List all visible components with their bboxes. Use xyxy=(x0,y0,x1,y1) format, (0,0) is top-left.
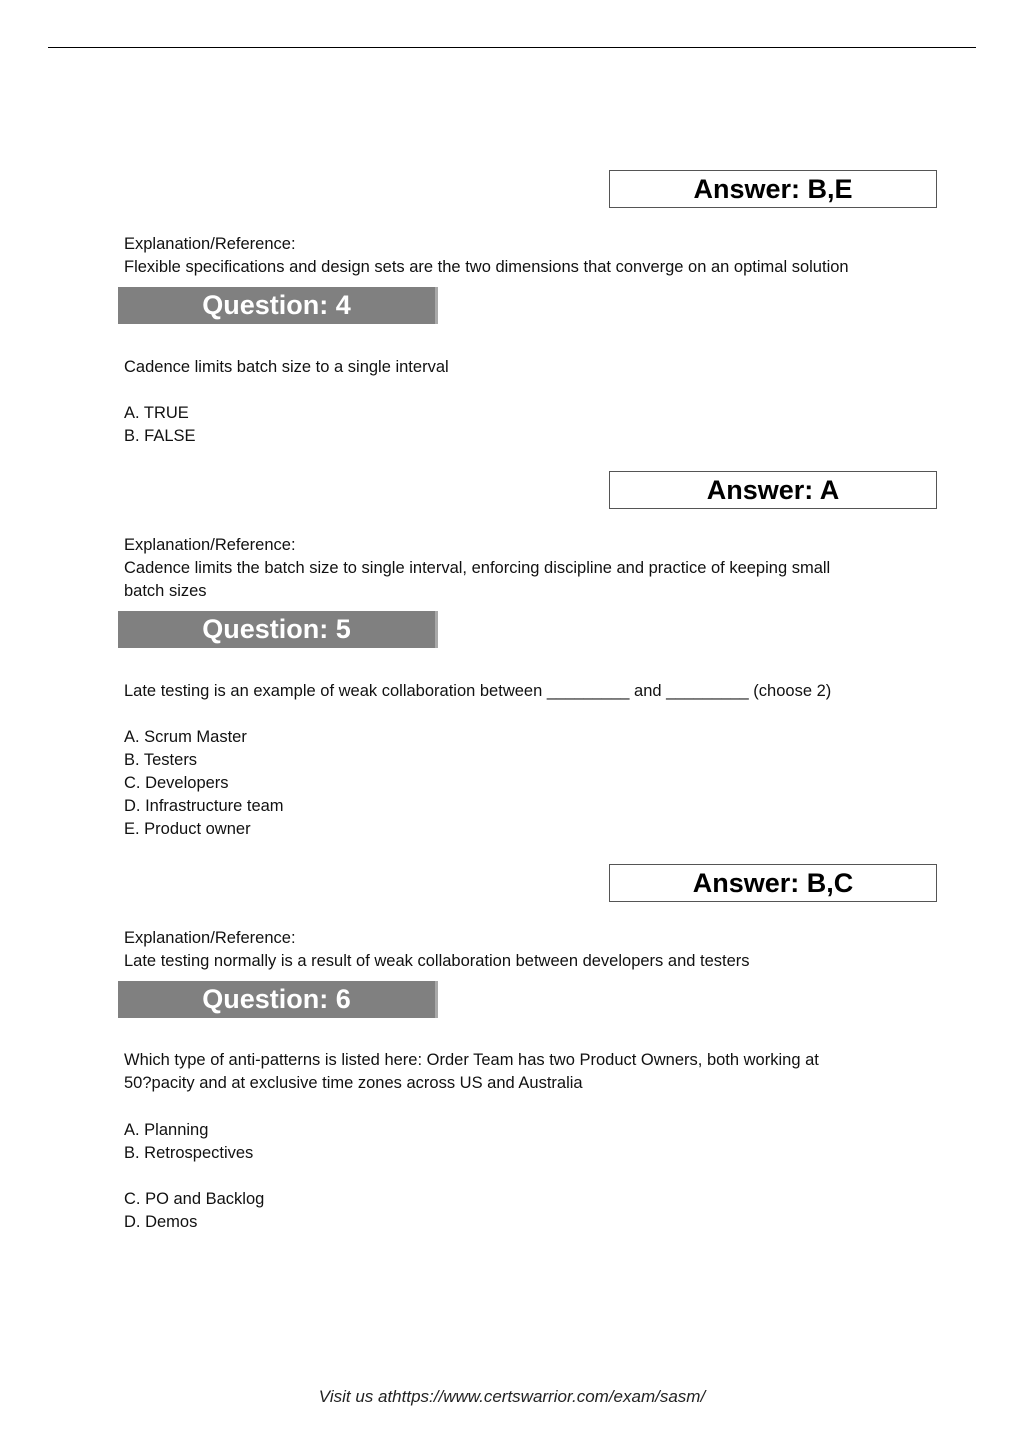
footer-link[interactable]: Visit us athttps://www.certswarrior.com/exam/sasm/ xyxy=(318,1387,706,1406)
explanation-heading: Explanation/Reference: xyxy=(124,929,296,947)
question-prompt: 50?pacity and at exclusive time zones across US and Australia xyxy=(124,1074,583,1092)
answer-box-q3: Answer: B,E xyxy=(609,170,937,208)
explanation-heading: Explanation/Reference: xyxy=(124,235,296,253)
option-b: B. Testers xyxy=(124,751,198,769)
question-prompt: Late testing is an example of weak collaboration between _________ and _________ (choose 2) xyxy=(124,682,832,700)
explanation-text: Flexible specifications and design sets are the two dimensions that converge on an optimal solution xyxy=(124,258,849,276)
option-a: A. Scrum Master xyxy=(124,728,247,746)
option-c: C. Developers xyxy=(124,774,229,792)
option-e: E. Product owner xyxy=(124,820,251,838)
answer-box-q4: Answer: A xyxy=(609,471,937,509)
question-banner-6: Question: 6 xyxy=(118,981,438,1018)
question-prompt: Cadence limits batch size to a single interval xyxy=(124,358,449,376)
explanation-text: Cadence limits the batch size to single interval, enforcing discipline and practice of keeping small xyxy=(124,559,831,577)
question-prompt: Which type of anti-patterns is listed here: Order Team has two Product Owners, both working at xyxy=(124,1051,819,1069)
option-d: D. Demos xyxy=(124,1213,198,1231)
question-banner-5: Question: 5 xyxy=(118,611,438,648)
explanation-text: batch sizes xyxy=(124,582,207,600)
question-banner-4: Question: 4 xyxy=(118,287,438,324)
answer-box-q5: Answer: B,C xyxy=(609,864,937,902)
explanation-text: Late testing normally is a result of weak collaboration between developers and testers xyxy=(124,952,750,970)
option-c: C. PO and Backlog xyxy=(124,1190,265,1208)
option-a: A. TRUE xyxy=(124,404,189,422)
explanation-heading: Explanation/Reference: xyxy=(124,536,296,554)
option-b: B. Retrospectives xyxy=(124,1144,254,1162)
option-d: D. Infrastructure team xyxy=(124,797,284,815)
header-rule xyxy=(48,47,976,48)
option-b: B. FALSE xyxy=(124,427,196,445)
option-a: A. Planning xyxy=(124,1121,209,1139)
